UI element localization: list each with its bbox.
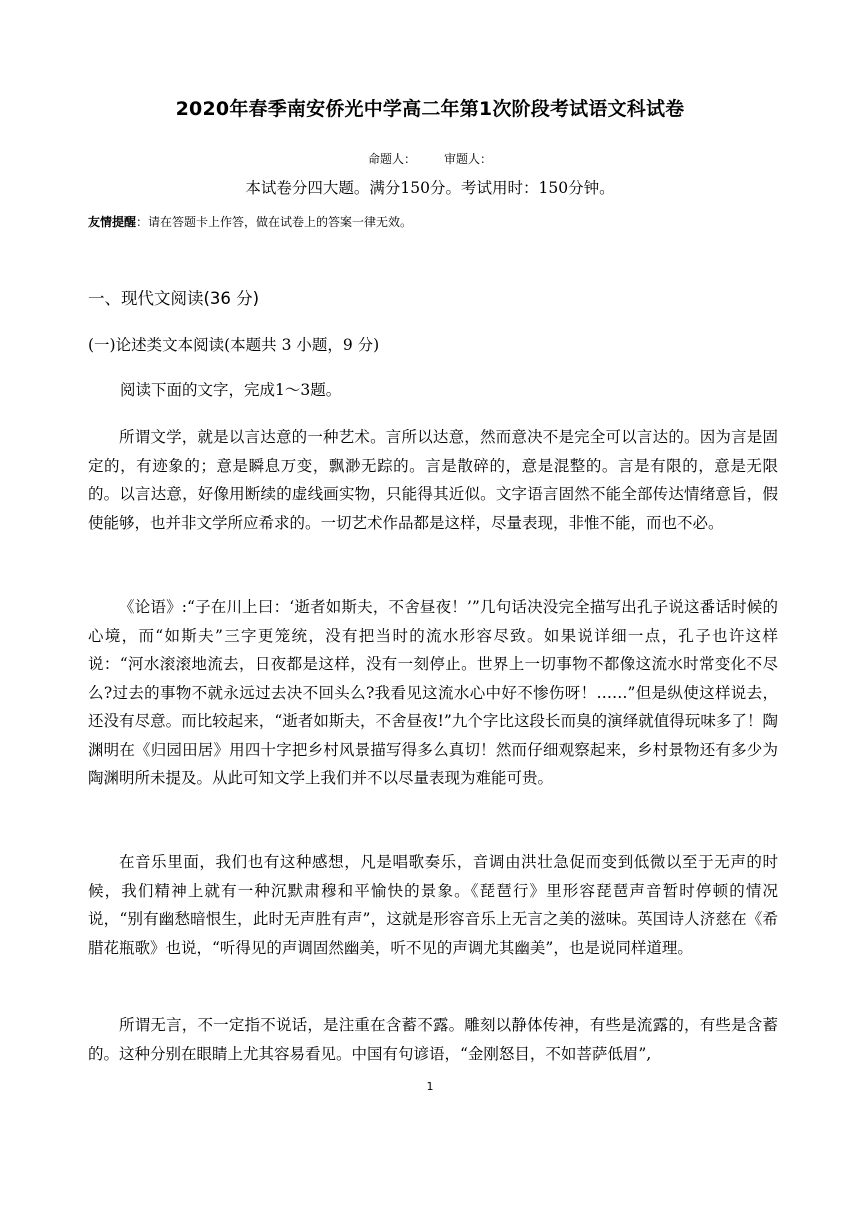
page-number: 1 bbox=[426, 1080, 434, 1093]
passage-paragraph: 所谓无言，不一定指不说话，是注重在含蓄不露。雕刻以静体传神，有些是流露的，有些是含蓄的。这种分别在眼睛上尤其容易看见。中国有句谚语，“金刚怒目，不如菩萨低眉”, bbox=[88, 1016, 778, 1063]
tip-label: 友情提醒 bbox=[88, 215, 137, 229]
passage-paragraph: 在音乐里面，我们也有这种感想，凡是唱歌奏乐，音调由洪壮急促而变到低微以至于无声的时候，我们精神上就有一种沉默肃穆和平愉快的景象。《琵琶行》里形容琵琶声音暂时停顿的情况说，“别有幽愁暗恨生，此时无声胜有声”，这就是形容音乐上无言之美的滋味。英国诗人济慈在《希腊花瓶歌》也说，“听得见的声调固然幽美，听不见的声调尤其幽美”，也是说同样道理。 bbox=[88, 853, 778, 957]
authors-line bbox=[0, 150, 860, 167]
setter-label: 命题人： bbox=[367, 152, 416, 166]
passage-paragraph: 《论语》:“子在川上曰：‘逝者如斯夫，不舍昼夜！’”几句话决没完全描写出孔子说这番话时候的心境，而“如斯夫”三字更笼统，没有把当时的流水形容尽致。如果说详细一点，孔子也许这样说：“河水滚滚地流去，日夜都是这样，没有一刻停止。世界上一切事物不都像这流水时常变化不尽么?过去的事物不就永远过去决不回头么?我看见这流水心中好不惨伤呀！……”但是纵使这样说去，还没有尽意。而比较起来，“逝者如斯夫，不舍昼夜!”九个字比这段长而臭的演绎就值得玩味多了！陶渊明在《归园田居》用四十字把乡村风景描写得多么真切！然而仔细观察起来，乡村景物还有多少为陶渊明所未提及。从此可知文学上我们并不以尽量表现为难能可贵。 bbox=[88, 598, 778, 787]
exam-title: 2020年春季南安侨光中学高二年第1次阶段考试语文科试卷 bbox=[175, 98, 685, 120]
reviewer-label: 审题人： bbox=[444, 152, 493, 166]
passage-paragraph: 所谓文学，就是以言达意的一种艺术。言所以达意，然而意决不是完全可以言达的。因为言是固定的，有迹象的；意是瞬息万变，飘渺无踪的。言是散碎的，意是混整的。言是有限的，意是无限的。以言达意，好像用断续的虚线画实物，只能得其近似。文字语言固然不能全部传达情绪意旨，假使能够，也并非文学所应希求的。一切艺术作品都是这样，尽量表现，非惟不能，而也不必。 bbox=[88, 428, 778, 532]
exam-info: 本试卷分四大题。满分150分。考试用时：150分钟。 bbox=[245, 179, 615, 197]
subsection-heading: (一)论述类文本阅读(本题共 3 小题，9 分) bbox=[88, 336, 380, 354]
tip-text: ：请在答题卡上作答，做在试卷上的答案一律无效。 bbox=[136, 215, 413, 229]
section-heading: 一、现代文阅读(36 分) bbox=[88, 289, 260, 308]
reading-instruction: 阅读下面的文字，完成1～3题。 bbox=[120, 381, 342, 399]
friendly-reminder bbox=[88, 213, 412, 230]
